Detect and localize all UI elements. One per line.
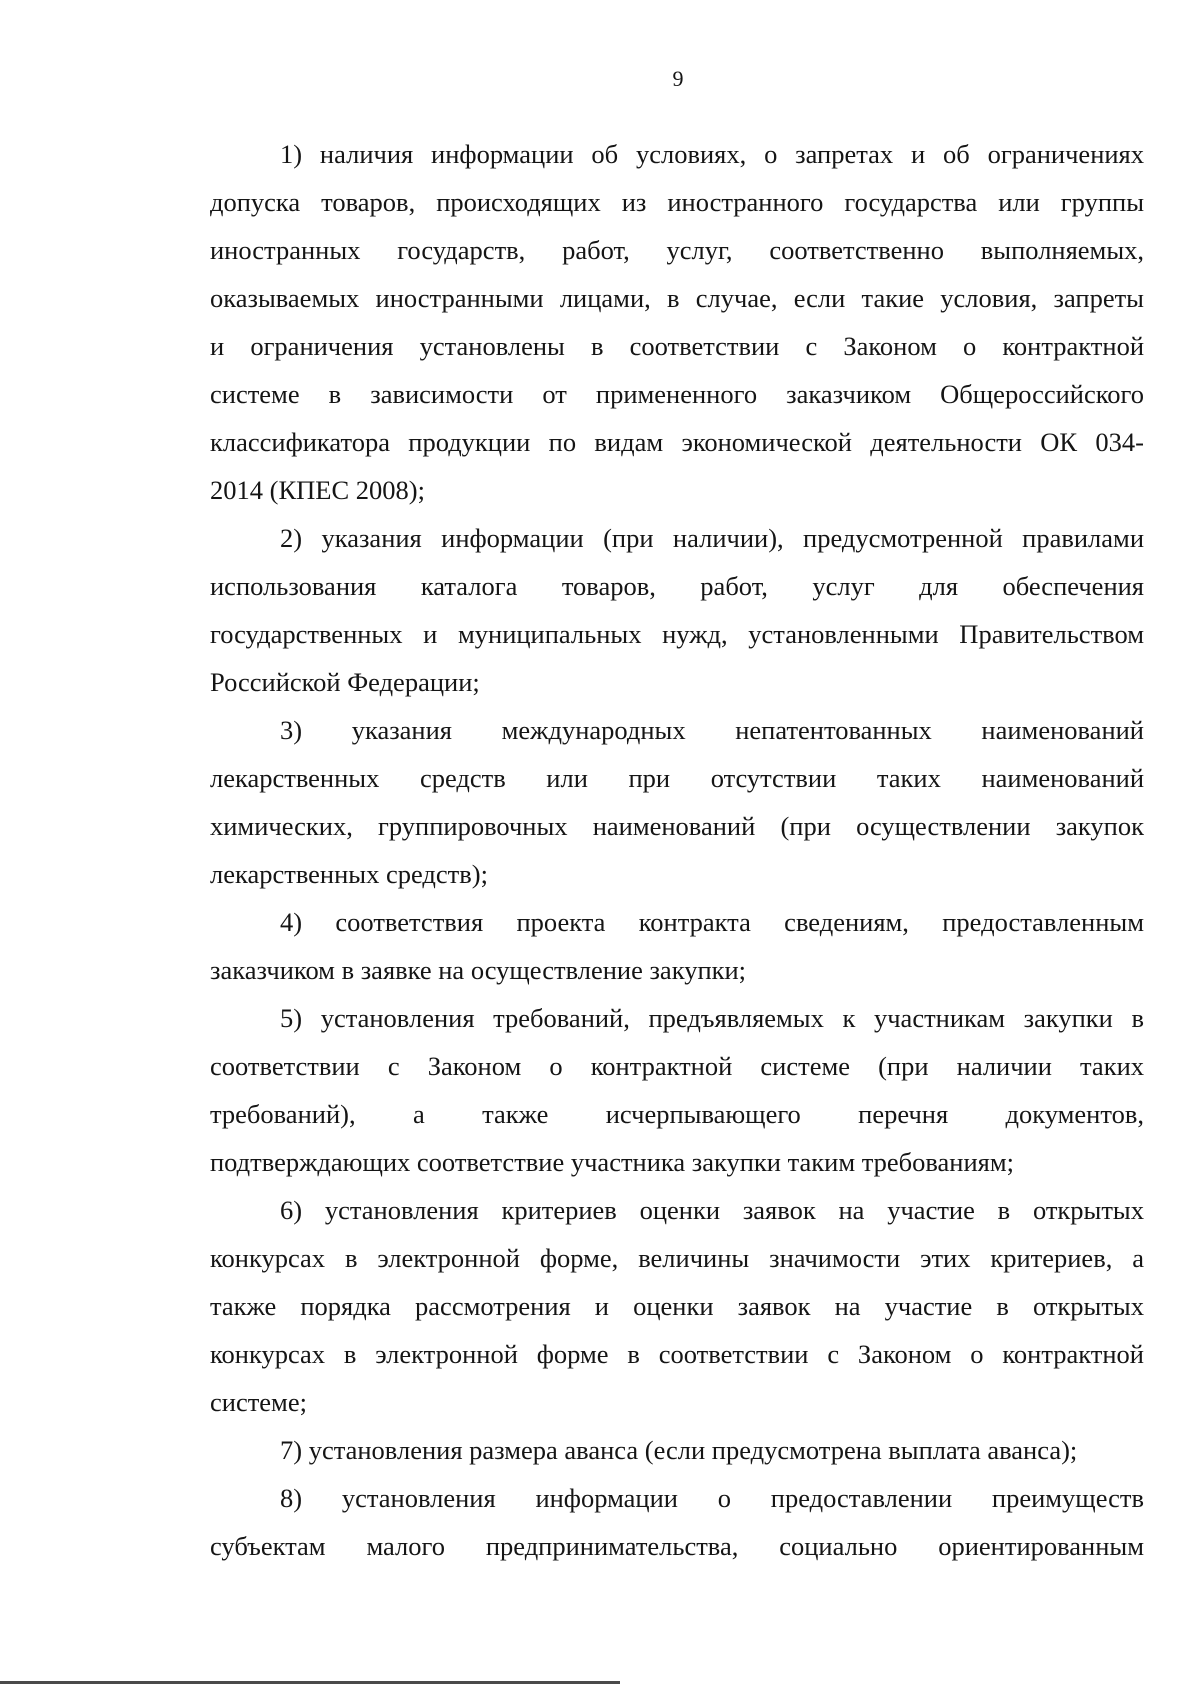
text-line: и ограничения установлены в соответствии с Законом о контрактной [210, 331, 1144, 361]
text-line: также порядка рассмотрения и оценки заявок на участие в открытых [210, 1291, 1144, 1321]
page-number: 9 [672, 66, 684, 91]
paragraph-item-3 [210, 706, 1144, 898]
paragraph-item-2 [210, 514, 1144, 706]
text-line: государственных и муниципальных нужд, установленными Правительством [210, 619, 1144, 649]
text-line: системе в зависимости от примененного заказчиком Общероссийского [210, 379, 1144, 409]
paragraph-item-5 [210, 994, 1144, 1186]
text-line: конкурсах в электронной форме в соответствии с Законом о контрактной [210, 1339, 1144, 1369]
paragraph-item-8 [210, 1474, 1144, 1570]
text-line: 1) наличия информации об условиях, о запретах и об ограничениях [280, 139, 1144, 169]
text-line: системе; [210, 1387, 307, 1417]
paragraph-item-6 [210, 1186, 1144, 1426]
text-line: соответствии с Законом о контрактной системе (при наличии таких [210, 1051, 1144, 1081]
text-line: допуска товаров, происходящих из иностранного государства или группы [210, 187, 1144, 217]
text-line: 7) установления размера аванса (если предусмотрена выплата аванса); [280, 1435, 1078, 1465]
text-line: использования каталога товаров, работ, услуг для обеспечения [210, 571, 1144, 601]
text-line: 2) указания информации (при наличии), предусмотренной правилами [280, 523, 1144, 553]
text-line: лекарственных средств); [210, 859, 488, 889]
text-line: 3) указания международных непатентованных наименований [280, 715, 1144, 745]
text-line: субъектам малого предпринимательства, социально ориентированным [210, 1531, 1144, 1561]
footer-divider [0, 1681, 620, 1684]
document-body [210, 130, 1144, 1570]
paragraph-item-4 [210, 898, 1144, 994]
text-line: требований), а также исчерпывающего перечня документов, [210, 1099, 1144, 1129]
paragraph-item-7 [210, 1426, 1144, 1474]
text-line: 6) установления критериев оценки заявок на участие в открытых [280, 1195, 1144, 1225]
text-line: 2014 (КПЕС 2008); [210, 475, 425, 505]
text-line: Российской Федерации; [210, 667, 480, 697]
text-line: 8) установления информации о предоставлении преимуществ [280, 1483, 1144, 1513]
text-line: иностранных государств, работ, услуг, соответственно выполняемых, [210, 235, 1144, 265]
text-line: оказываемых иностранными лицами, в случае, если такие условия, запреты [210, 283, 1144, 313]
text-line: 4) соответствия проекта контракта сведениям, предоставленным [280, 907, 1144, 937]
text-line: 5) установления требований, предъявляемых к участникам закупки в [280, 1003, 1144, 1033]
text-line: лекарственных средств или при отсутствии таких наименований [210, 763, 1144, 793]
text-line: классификатора продукции по видам экономической деятельности ОК 034- [210, 427, 1144, 457]
paragraph-item-1 [210, 130, 1144, 514]
text-line: химических, группировочных наименований (при осуществлении закупок [210, 811, 1144, 841]
text-line: подтверждающих соответствие участника закупки таким требованиям; [210, 1147, 1014, 1177]
text-line: заказчиком в заявке на осуществление закупки; [210, 955, 747, 985]
text-line: конкурсах в электронной форме, величины значимости этих критериев, а [210, 1243, 1144, 1273]
